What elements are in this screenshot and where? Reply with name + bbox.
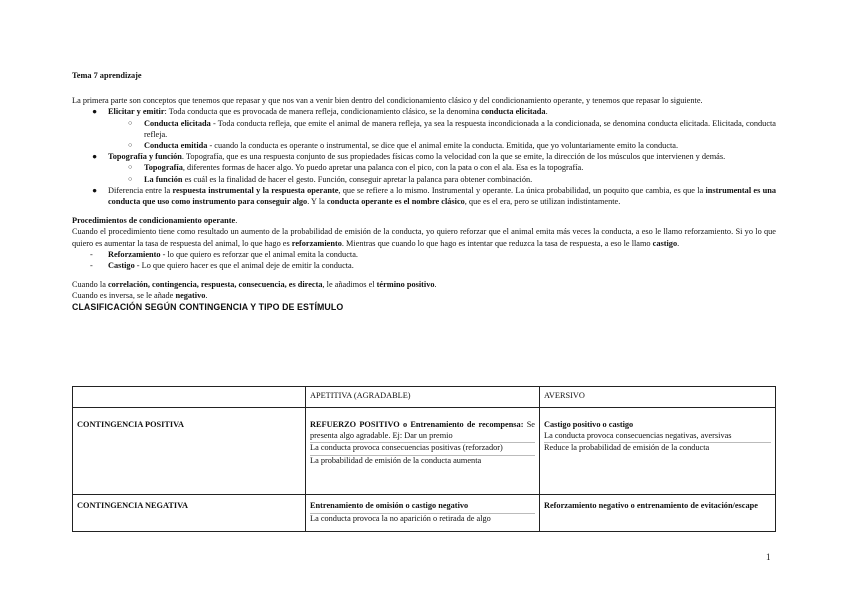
header-cell-aversivo: AVERSIVO xyxy=(540,387,776,408)
list-item-diferencia: ● Diferencia entre la respuesta instrumental y la respuesta operante, que se refiere a lo mismo. Instrumental y operante. La única probabilidad, un poquito que cambia, es que la instrumental es una conducta que uso como instrumento para conseguir algo. Y la conducta operante es el nombre clásico, que es el era, pero se utilizan indistintamente. xyxy=(92,185,776,207)
dash-icon: - xyxy=(90,249,93,259)
document-title: Tema 7 aprendizaje xyxy=(72,71,142,80)
header-cell-apetitiva: APETITIVA (AGRADABLE) xyxy=(306,387,540,408)
list-item-elicitar: ● Elicitar y emitir: Toda conducta que es provocada de manera refleja, condicionamiento clásico, se la denomina conducta elicitada. xyxy=(92,107,548,117)
procedimientos-heading: Procedimientos de condicionamiento operante. xyxy=(72,216,238,226)
sub-item-conducta-elicitada: ○ Conducta elicitada - Toda conducta refleja, que emite el animal de manera refleja, ya sea la respuesta incondicionada a la condicionada, se denomina conducta elicitada. Elicitada, conducta refleja. xyxy=(128,118,776,139)
circle-bullet-icon: ○ xyxy=(128,163,133,172)
classification-table xyxy=(72,386,776,532)
table-row-positiva xyxy=(73,408,776,495)
list-item-topografia: ● Topografía y función. Topografía, que es una respuesta conjunto de sus propiedades físicas como la velocidad con la que se emite, la dirección de los músculos que intervienen y demás. xyxy=(92,152,726,162)
sub-item-funcion: ○ La función es cuál es la finalidad de hacer el gesto. Función, conseguir apretar la palanca para obtener combinación. xyxy=(128,174,533,184)
table-row-negativa xyxy=(73,495,776,532)
dash-item-castigo: - Castigo - Lo que quiero hacer es que el animal deje de emitir la conducta. xyxy=(90,261,354,271)
inversa-line: Cuando es inversa, se le añade negativo. xyxy=(72,291,208,301)
page-number: 1 xyxy=(766,552,771,562)
row-label-negativa: CONTINGENCIA NEGATIVA xyxy=(73,495,306,532)
bullet-icon: ● xyxy=(92,152,98,162)
intro-paragraph: La primera parte son conceptos que tenemos que repasar y que nos van a venir bien dentro del condicionamiento clásico y del condicionamiento operante, y tenemos que repasar lo siguiente. xyxy=(72,96,703,106)
circle-bullet-icon: ○ xyxy=(128,141,133,150)
cell-reforzamiento-negativo: Reforzamiento negativo o entrenamiento de evitación/escape xyxy=(540,495,776,532)
correlacion-line: Cuando la correlación, contingencia, respuesta, consecuencia, es directa, le añadimos el término positivo. xyxy=(72,280,437,290)
header-cell-empty xyxy=(73,387,306,408)
row-label-positiva: CONTINGENCIA POSITIVA xyxy=(73,408,306,495)
circle-bullet-icon: ○ xyxy=(128,118,133,127)
cell-refuerzo-positivo: REFUERZO POSITIVO o Entrenamiento de recompensa: Se presenta algo agradable. Ej: Dar un premio La conducta provoca consecuencias positivas (reforzador) La probabilidad de emisión de la conducta aumenta xyxy=(306,408,540,495)
sub-item-conducta-emitida: ○ Conducta emitida - cuando la conducta es operante o instrumental, se dice que el animal emite la conducta. Emitida, que yo voluntariamente emito la conducta. xyxy=(128,141,679,151)
table-title: CLASIFICACIÓN SEGÚN CONTINGENCIA Y TIPO DE ESTÍMULO xyxy=(72,301,344,312)
concept-list xyxy=(72,106,776,207)
dash-item-reforzamiento: - Reforzamiento - lo que quiero es reforzar que el animal emita la conducta. xyxy=(90,249,358,259)
bullet-icon: ● xyxy=(92,107,98,117)
procedimientos-list xyxy=(72,249,776,271)
dash-icon: - xyxy=(90,261,93,271)
cell-entrenamiento-omision: Entrenamiento de omisión o castigo negativo La conducta provoca la no aparición o retirada de algo xyxy=(306,495,540,532)
circle-bullet-icon: ○ xyxy=(128,174,133,183)
table-header-row xyxy=(73,387,776,408)
document-body xyxy=(72,70,776,313)
sub-item-topografia: ○ Topografía, diferentes formas de hacer algo. Yo puedo apretar una palanca con el pico, con la pata o con el ala. Esa es la topografía. xyxy=(128,163,584,173)
bullet-icon: ● xyxy=(92,185,98,195)
procedimientos-paragraph: Cuando el procedimiento tiene como resultado un aumento de la probabilidad de emisión de la conducta, yo quiero reforzar que el animal emita más veces la conducta, a eso le llamo reforzamiento. Si yo lo que quiero es aumentar la tasa de respuesta del animal, lo que hago es reforzamiento. Mientras que cuando lo que hago es intentar que reduzca la tasa de respuesta, a eso le llamo castigo. xyxy=(72,227,776,248)
cell-castigo-positivo: Castigo positivo o castigo La conducta provoca consecuencias negativas, aversivas Reduce la probabilidad de emisión de la conducta xyxy=(540,408,776,495)
